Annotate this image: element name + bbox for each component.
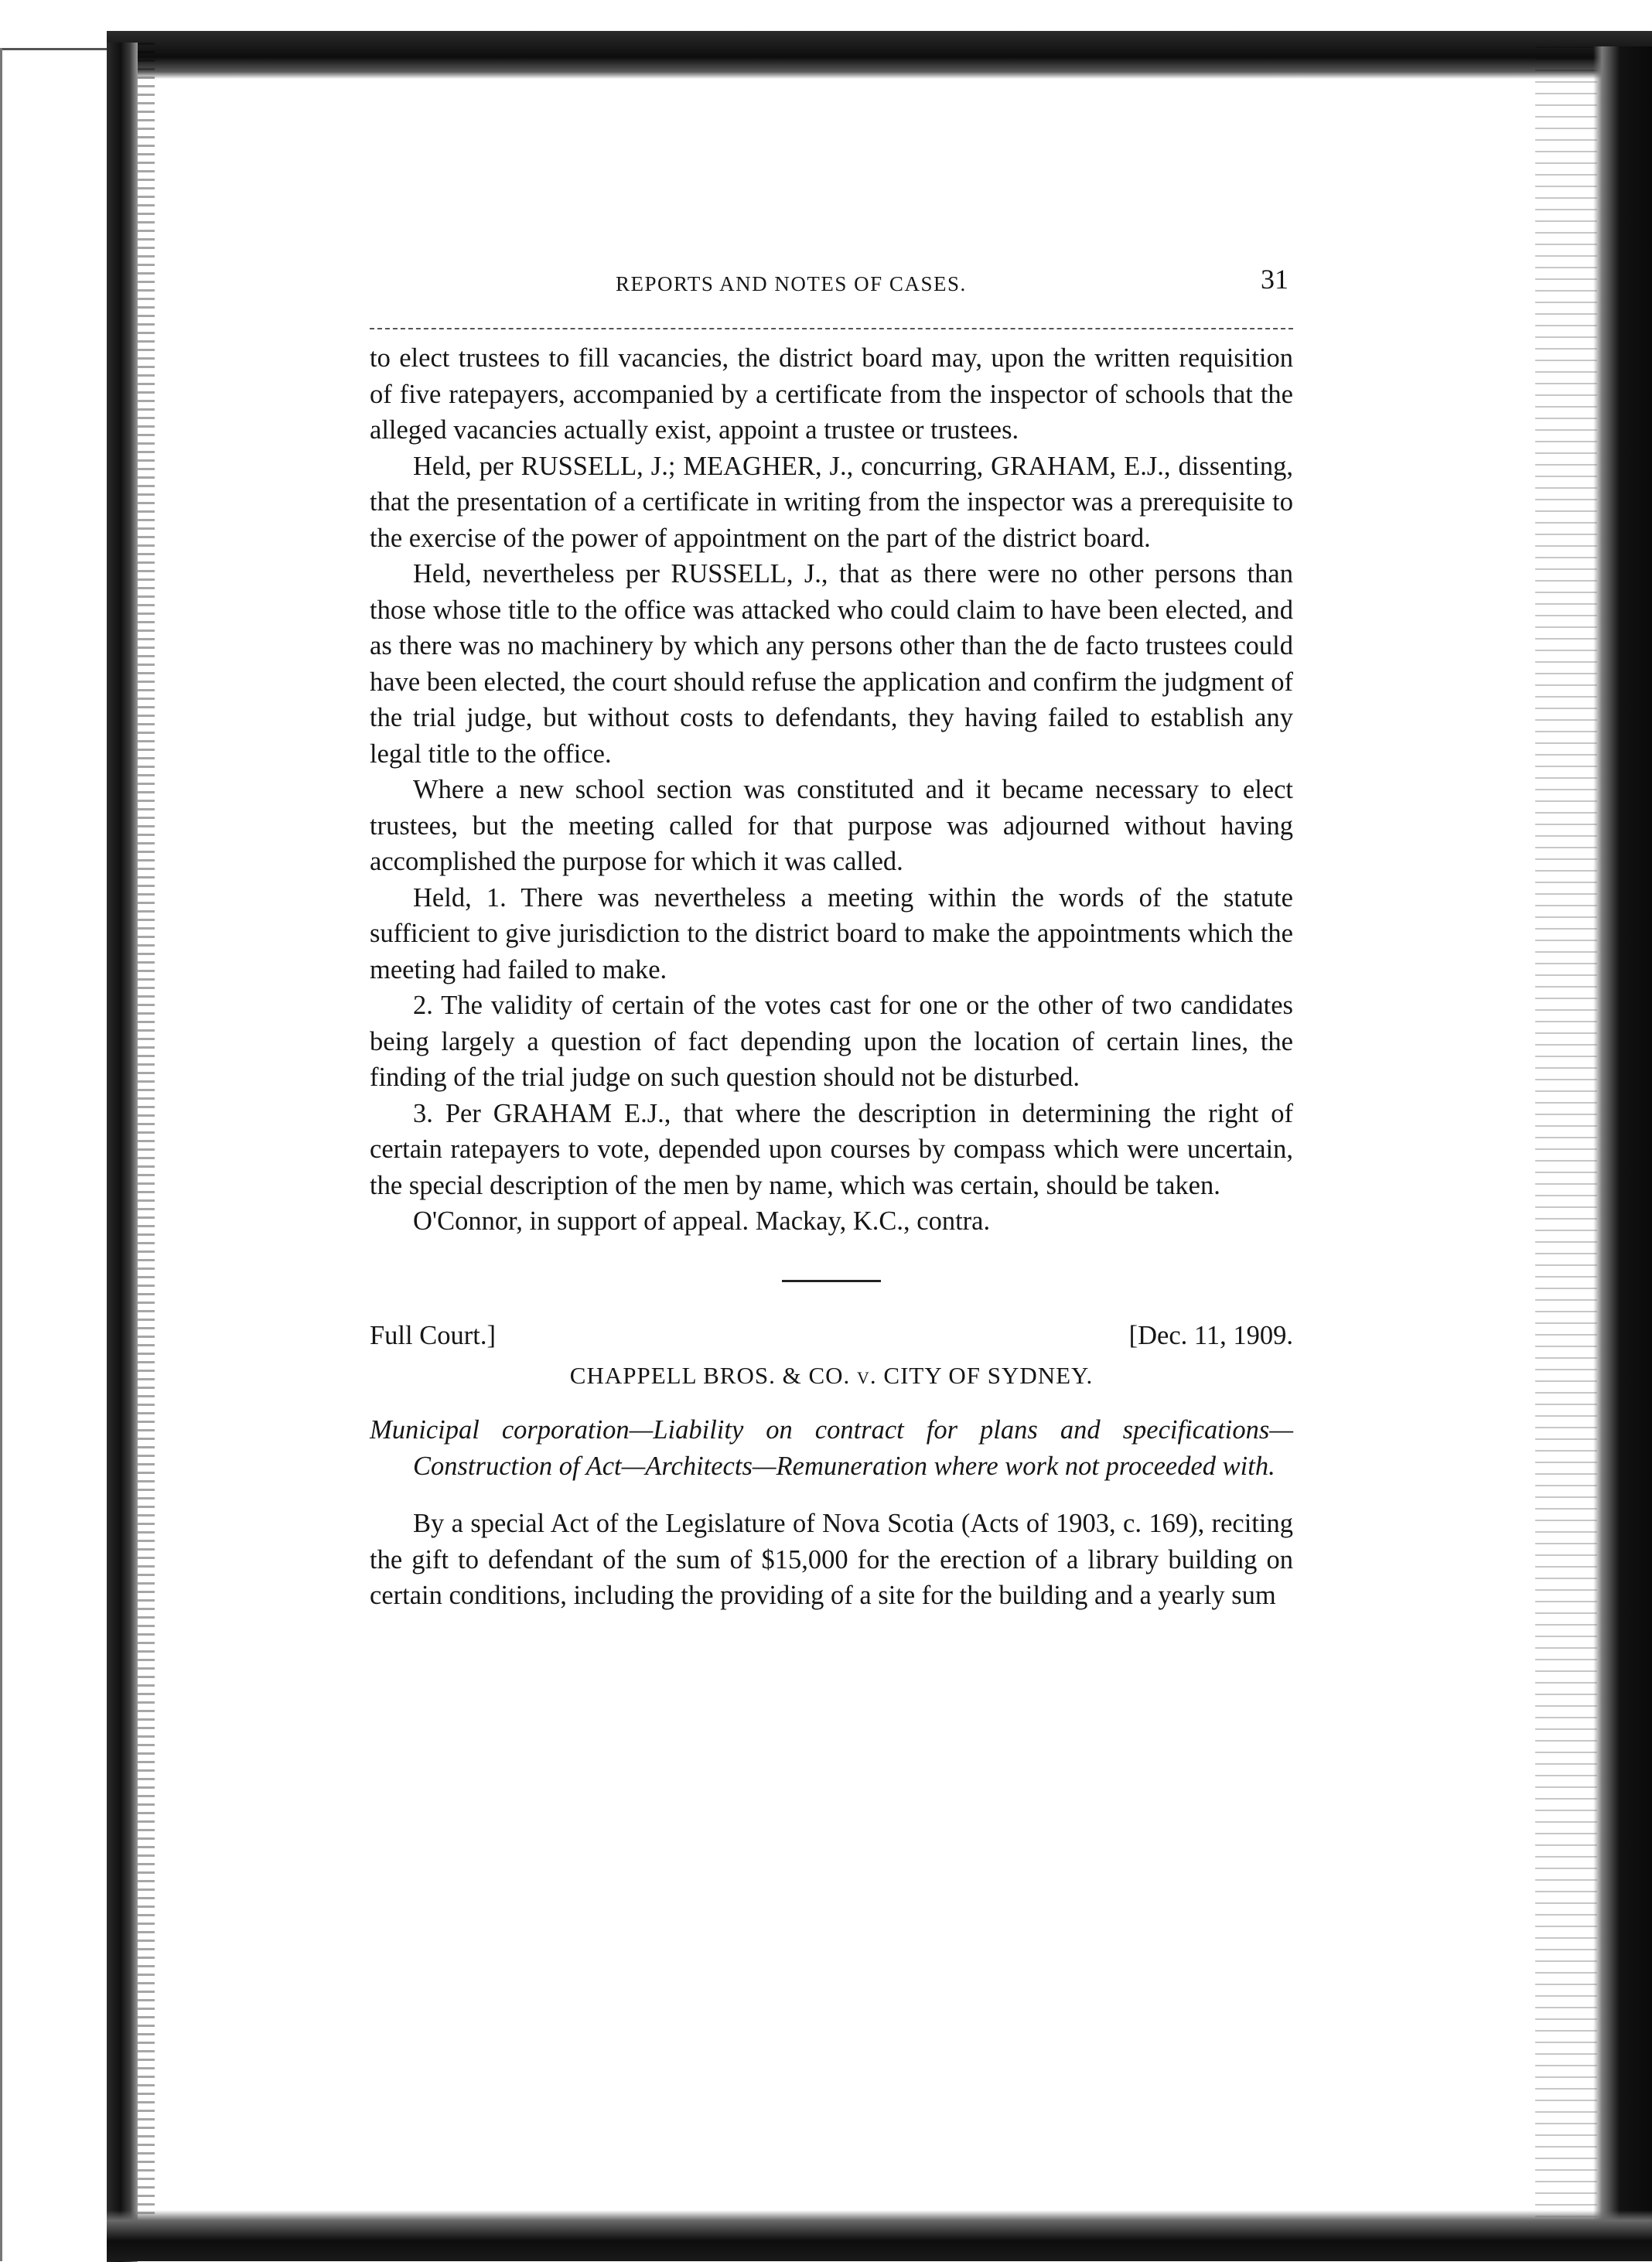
court-date-line [370,1318,1293,1355]
case-headnote: Municipal corporation—Liability on contract for plans and specifications—Construction of Act—Architects—Remuneration where work not proceeded with. [370,1415,1293,1481]
scan-border-right [1593,46,1652,2261]
paragraph-point-3: 3. Per GRAHAM E.J., that where the description in determining the right of certain ratepayers to vote, depended upon courses by compass which were uncertain, the special description of the men by name, which was certain, should be taken. [370,1098,1293,1200]
scan-border-top [107,31,1652,79]
court-name: Full Court.] [370,1320,496,1350]
paragraph-held-2: Held, nevertheless per RUSSELL, J., that as there were no other persons than those whose title to the office was attacked who could claim to have been elected, and as there was no machinery by which any persons other than the de facto trustees could have been elected, the court should refuse the application and confirm the judgment of the trial judge, but without costs to defendants, they having failed to establish any legal title to the office. [370,559,1293,769]
scan-edge-left [0,48,2,2261]
scan-border-right-fringe [1535,46,1597,2261]
section-divider [782,1280,881,1282]
paragraph-counsel: O'Connor, in support of appeal. Mackay, K.C., contra. [413,1206,991,1236]
paragraph-continuation: to elect trustees to fill vacancies, the district board may, upon the written requisition of five ratepayers, accompanied by a certificate from the inspector of schools that the alleged vacancies actually exist, appoint a trustee or trustees. [370,343,1293,445]
decision-date: [Dec. 11, 1909. [1128,1320,1293,1350]
page-content [370,263,1293,1614]
paragraph-point-2: 2. The validity of certain of the votes cast for one or the other of two candidates being largely a question of fact depending upon the location of certain lines, the finding of the trial judge on such question should not be disturbed. [370,991,1293,1092]
paragraph-where: Where a new school section was constituted and it became necessary to elect trustees, but the meeting called for that purpose was adjourned without having accomplished the purpose for which it was called. [370,775,1293,876]
page-number: 31 [1261,264,1288,295]
header-rule [370,328,1293,329]
case-body: By a special Act of the Legislature of Nova Scotia (Acts of 1903, c. 169), reciting the gift to defendant of the sum of $15,000 for the erection of a library building on certain conditions, including the providing of a site for the building and a yearly sum [370,1509,1293,1610]
running-head [370,263,1293,309]
paragraph-held-3: Held, 1. There was nevertheless a meeting within the words of the statute sufficient to give jurisdiction to the district board to make the appointments which the meeting had failed to make. [370,882,1293,984]
scan-border-left [107,43,138,2262]
scan-border-left-fringe [138,43,155,2262]
paragraph-held-1: Held, per RUSSELL, J.; MEAGHER, J., concurring, GRAHAM, E.J., dissenting, that the presentation of a certificate in writing from the inspector was a prerequisite to the exercise of the power of appointment on the part of the district board. [370,451,1293,553]
scan-edge-top [0,48,107,50]
scan-border-bottom [107,2210,1652,2261]
case-title: CHAPPELL BROS. & CO. v. CITY OF SYDNEY. [569,1361,1094,1389]
running-head-title: REPORTS AND NOTES OF CASES. [616,272,967,295]
